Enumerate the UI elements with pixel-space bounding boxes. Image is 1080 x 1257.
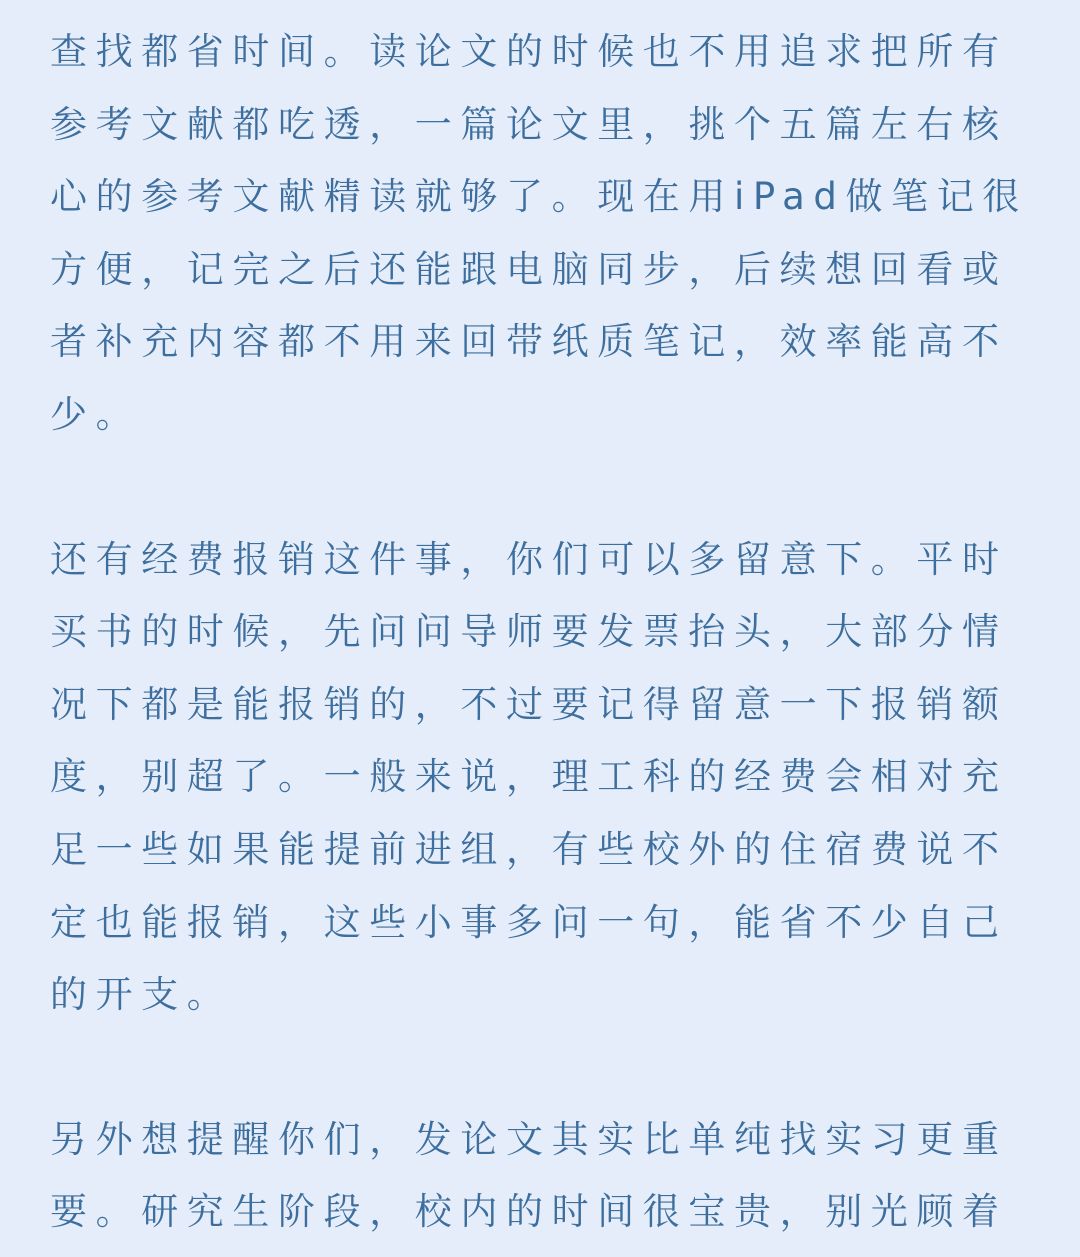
paragraph-publishing-advice bbox=[50, 1104, 1030, 1249]
text-line: 足一些如果能提前进组，有些校外的住宿费说不 bbox=[50, 827, 1008, 871]
text-line: 少。 bbox=[50, 392, 142, 436]
text-line: 还有经费报销这件事，你们可以多留意下。平时 bbox=[50, 537, 1008, 581]
text-line: 的开支。 bbox=[50, 973, 233, 1017]
paragraph-expense-reimbursement bbox=[50, 524, 1030, 1032]
paragraph-reading-notes bbox=[50, 16, 1030, 452]
text-line: 心的参考文献精读就够了。现在用iPad做笔记很 bbox=[50, 175, 1028, 219]
text-line: 参考文献都吃透，一篇论文里，挑个五篇左右核 bbox=[50, 102, 1008, 146]
text-line: 另外想提醒你们，发论文其实比单纯找实习更重 bbox=[50, 1117, 1008, 1161]
text-line: 要。研究生阶段，校内的时间很宝贵，别光顾着 bbox=[50, 1190, 1008, 1234]
text-line: 买书的时候，先问问导师要发票抬头，大部分情 bbox=[50, 610, 1008, 654]
text-line: 方便，记完之后还能跟电脑同步，后续想回看或 bbox=[50, 247, 1008, 291]
text-line: 查找都省时间。读论文的时候也不用追求把所有 bbox=[50, 30, 1008, 73]
text-line: 定也能报销，这些小事多问一句，能省不少自己 bbox=[50, 900, 1008, 944]
text-line: 者补充内容都不用来回带纸质笔记，效率能高不 bbox=[50, 320, 1008, 364]
text-line: 况下都是能报销的，不过要记得留意一下报销额 bbox=[50, 682, 1008, 726]
text-line: 度，别超了。一般来说，理工科的经费会相对充 bbox=[50, 755, 1008, 799]
